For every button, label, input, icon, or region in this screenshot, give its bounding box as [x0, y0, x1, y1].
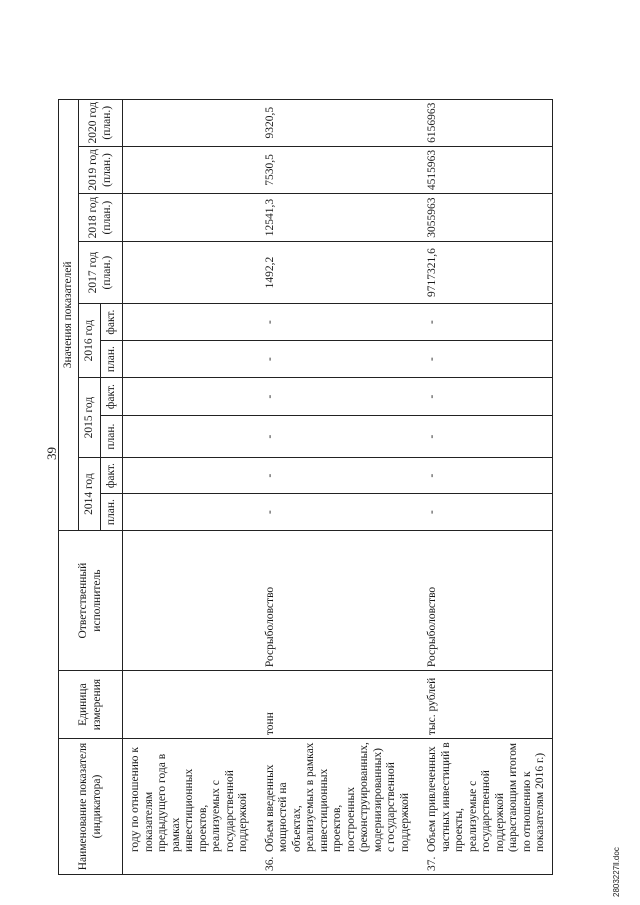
row-2014-plan: - [252, 494, 414, 531]
row-2016-fact: - [413, 304, 552, 341]
row-2019-plan [123, 146, 252, 193]
header-fact: факт. [101, 458, 123, 494]
header-fact: факт. [101, 378, 123, 416]
row-2016-plan: - [252, 341, 414, 378]
row-2016-fact [123, 304, 252, 341]
table-row [413, 99, 552, 874]
row-2018-plan: 3055963 [413, 194, 552, 242]
row-2017-plan [123, 242, 252, 304]
table-row [252, 99, 414, 874]
row-unit: тонн [252, 671, 414, 739]
row-2016-plan [123, 341, 252, 378]
row-responsible [123, 531, 252, 671]
row-2020-plan [123, 99, 252, 146]
row-responsible: Росрыболовство [252, 531, 414, 671]
row-2015-fact: - [252, 378, 414, 416]
header-year-2017: 2017 год (план.) [79, 242, 123, 304]
row-name: Объем введенных мощностей на объектах, реализуемых в рамках инвестиционных проектов, построенных (реконструированных, модернизированных) с государственной поддержкой [263, 742, 411, 852]
row-unit: тыс. рублей [413, 671, 552, 739]
row-2019-plan: 4515963 [413, 146, 552, 193]
row-2015-plan [123, 416, 252, 458]
row-name: году по отношению к показателям предыдущего года в рамках инвестиционных проектов, реализуемых с государственной поддержкой [129, 747, 249, 852]
header-year-2016: 2016 год [79, 304, 101, 378]
table-row [123, 99, 252, 874]
row-number: 37. [426, 856, 438, 871]
row-2014-fact [123, 458, 252, 494]
row-2014-fact: - [413, 458, 552, 494]
header-unit: Единица измерения [59, 671, 123, 739]
row-2016-fact: - [252, 304, 414, 341]
row-2019-plan: 7530,5 [252, 146, 414, 193]
header-plan: план. [101, 416, 123, 458]
row-2015-fact: - [413, 378, 552, 416]
header-plan: план. [101, 341, 123, 378]
indicators-table [58, 99, 553, 875]
row-2014-fact: - [252, 458, 414, 494]
row-name: Объем привлеченных частных инвестиций в проекты, реализуемые с государственной поддержкой (нарастающим итогом по отношению к показателям 2016 г.) [426, 742, 546, 852]
row-number: 36. [263, 856, 276, 871]
header-year-2020: 2020 год (план.) [79, 99, 123, 146]
header-year-2014: 2014 год [79, 458, 101, 531]
row-2016-plan: - [413, 341, 552, 378]
row-2017-plan: 9717321,6 [413, 242, 552, 304]
document-footer-filename: 2803227ll.doc [612, 847, 621, 897]
row-2018-plan [123, 194, 252, 242]
header-fact: факт. [101, 304, 123, 341]
page-number: 39 [44, 447, 59, 460]
row-2015-fact [123, 378, 252, 416]
row-2015-plan: - [252, 416, 414, 458]
row-2017-plan: 1492,2 [252, 242, 414, 304]
header-year-2018: 2018 год (план.) [79, 194, 123, 242]
row-unit [123, 671, 252, 739]
row-2020-plan: 6156963 [413, 99, 552, 146]
row-responsible: Росрыболовство [413, 531, 552, 671]
header-indicator-name: Наименование показателя (индикатора) [59, 739, 123, 875]
header-values: Значения показателей [59, 99, 79, 531]
header-year-2015: 2015 год [79, 378, 101, 458]
row-2014-plan: - [413, 494, 552, 531]
header-year-2019: 2019 год (план.) [79, 146, 123, 193]
row-2020-plan: 9320,5 [252, 99, 414, 146]
row-2018-plan: 12541,3 [252, 194, 414, 242]
header-plan: план. [101, 494, 123, 531]
header-responsible: Ответственный исполнитель [59, 531, 123, 671]
row-2014-plan [123, 494, 252, 531]
row-2015-plan: - [413, 416, 552, 458]
